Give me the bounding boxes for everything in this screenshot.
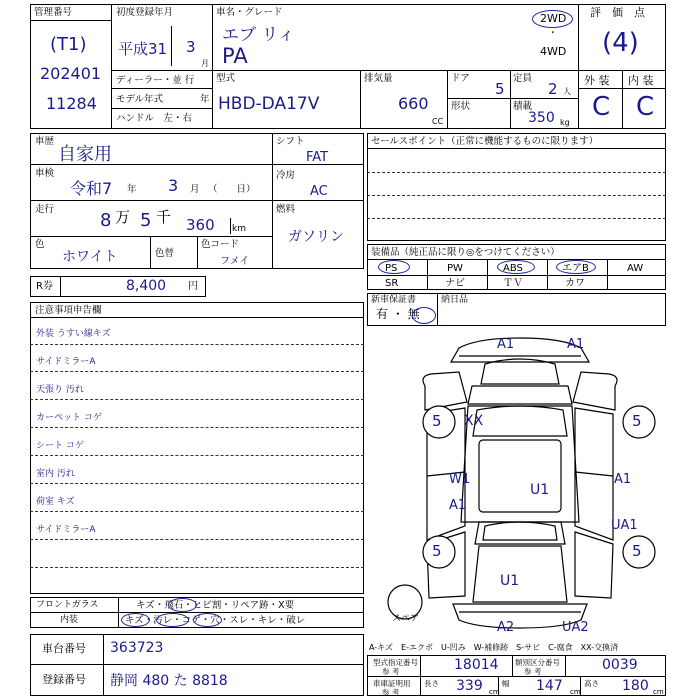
model-label: 型式: [216, 73, 236, 84]
drive-4wd: 4WD: [540, 45, 567, 58]
eval-label: 評 価 点: [590, 6, 645, 19]
month-unit: 月: [190, 184, 200, 195]
type-spec: 18014: [454, 657, 499, 673]
recycle: 8,400: [126, 278, 167, 294]
mark-5-front-right: 5: [632, 412, 642, 430]
door-label: ドア: [451, 73, 470, 84]
kanri-label: 管理番号: [34, 7, 73, 18]
note-item: 室内 汚れ: [36, 469, 75, 479]
circle-airbag: [556, 260, 596, 274]
yen-unit: 円: [188, 281, 198, 292]
chassis: 363723: [110, 640, 164, 656]
mark-5-rear-left: 5: [432, 542, 442, 560]
recycle-label: R券: [36, 281, 53, 292]
color-change-label: 色替: [155, 248, 175, 259]
ref-label-2: 参 考: [524, 667, 542, 676]
displacement-label: 排気量: [364, 73, 393, 84]
fuel: ガソリン: [288, 229, 344, 245]
displacement: 660: [398, 94, 429, 113]
kanri-num2: 11284: [46, 94, 97, 113]
length: 339: [456, 678, 483, 694]
circle-none: [412, 307, 436, 324]
kanri-code: (T1): [50, 34, 87, 55]
doors: 5: [495, 80, 505, 98]
cm-unit-3: cm: [653, 688, 664, 696]
exterior-grade: C: [592, 92, 611, 122]
circle-burn: [193, 613, 222, 627]
interior-label: 内 装: [628, 74, 654, 87]
width: 147: [536, 678, 563, 694]
load: 350: [528, 110, 555, 126]
plate: 静岡 480 た 8818: [110, 673, 228, 689]
warranty-options: 有 ・ 無: [376, 307, 420, 321]
mileage-sen: 5: [140, 210, 152, 231]
man-unit: 万: [115, 208, 131, 226]
circle-ps: [378, 260, 410, 274]
height: 180: [622, 678, 649, 694]
interior-cond-label: 内装: [60, 615, 79, 625]
reg-era: 平成31: [118, 40, 168, 58]
interior-grade: C: [636, 92, 655, 122]
day-unit: （ 日）: [208, 184, 256, 195]
front-glass-label: フロントガラス: [36, 600, 99, 610]
equip-airbag: エアB: [562, 263, 589, 274]
plate-label: 登録番号: [42, 673, 86, 686]
sen-unit: 千: [156, 208, 172, 226]
fuel-label: 燃料: [276, 204, 296, 215]
mark-5-rear-right: 5: [632, 542, 642, 560]
dealer-label: ディーラー・並 行: [116, 75, 195, 86]
note-item: シート コゲ: [36, 441, 84, 451]
kanri-num1: 202401: [40, 64, 102, 83]
shape-label: 形状: [451, 101, 471, 112]
mark-w1: W1: [449, 472, 471, 487]
mark-u1-center: U1: [530, 482, 550, 498]
circle-abs: [497, 260, 535, 274]
mark-a2: A2: [497, 620, 515, 635]
load-label: 積載: [513, 101, 533, 112]
aircon-label: 冷房: [276, 170, 296, 181]
equip-navi: ナビ: [445, 278, 465, 289]
capacity: 2: [548, 80, 558, 98]
mileage-rest: 360: [186, 216, 215, 234]
sales-points-frame: [367, 133, 666, 241]
mark-xx: XX: [464, 413, 484, 429]
note-item: サイドミラーA: [36, 525, 96, 535]
equipment-label: 装備品（純正品に限り◎をつけてください）: [371, 247, 560, 258]
color-code: フメイ: [220, 256, 250, 267]
drive-2wd: 2WD: [540, 12, 567, 25]
circle-chip: [168, 598, 197, 612]
mark-a1-front-right: A1: [567, 337, 585, 352]
mark-a1-right: A1: [614, 472, 632, 487]
mark-u1-rear: U1: [500, 573, 520, 589]
equip-pw: PW: [447, 263, 463, 274]
shift: FAT: [306, 150, 329, 165]
aircon: AC: [310, 184, 328, 199]
width-label: 幅: [502, 679, 510, 688]
sales-points-label: セールスポイント（正常に機能するものに限ります）: [371, 136, 599, 147]
color-code-label: 色コード: [201, 239, 240, 250]
drive-dot: ・: [548, 28, 558, 39]
mileage-label: 走行: [35, 204, 55, 215]
color-label: 色: [35, 239, 45, 250]
chassis-label: 車台番号: [42, 642, 86, 655]
capacity-unit: 人: [563, 87, 571, 96]
warranty-label: 新車保証書: [371, 295, 417, 305]
history: 自家用: [58, 144, 112, 165]
model-code: HBD-DA17V: [218, 94, 320, 114]
mark-5-front-left: 5: [432, 412, 442, 430]
equip-ps: PS: [385, 263, 398, 274]
cm-unit-1: cm: [489, 688, 500, 696]
ref-label-1: 参 考: [382, 667, 400, 676]
type-spec-label: 型式指定番号: [373, 658, 418, 667]
category: 0039: [602, 657, 638, 673]
reg-month: 3: [186, 38, 196, 56]
drive-2wd-circle: [532, 10, 573, 28]
car-name-label: 車名・グレード: [216, 7, 283, 18]
mark-ua2: UA2: [562, 620, 589, 635]
length-label: 長さ: [424, 679, 439, 688]
note-item: 天張り 汚れ: [36, 385, 84, 395]
year-unit: 年: [127, 184, 137, 195]
cert-label: 車庫証明用: [373, 679, 411, 688]
equip-sr: SR: [385, 278, 399, 289]
history-label: 車歴: [35, 136, 55, 147]
inspection-era: 令和7: [70, 179, 113, 198]
reg-month-unit: 月: [201, 59, 209, 68]
recycle-box: [30, 276, 206, 297]
handle-label: ハンドル 左・右: [116, 113, 193, 124]
mark-a1-left: A1: [449, 498, 467, 513]
note-item: カーペット コゲ: [36, 413, 102, 423]
mark-ua1: UA1: [611, 518, 638, 533]
damage-legend: A-キズ E-エクボ U-凹み W-補修跡 S-サビ C-腐食 XX-交換済: [369, 643, 619, 652]
category-label: 類別区分番号: [515, 658, 560, 667]
equip-abs: ABS: [503, 263, 523, 274]
interior-cond-items: キズ・汚レ・コゲ・穴・スレ・キレ・破レ: [125, 615, 306, 626]
spare-label: スペア: [392, 614, 420, 624]
mark-a1-front-left: A1: [497, 337, 515, 352]
reg-label: 初度登録年月: [116, 7, 174, 18]
circle-dirt: [156, 613, 189, 627]
kg-unit: kg: [560, 118, 570, 127]
equip-aw: AW: [627, 263, 644, 274]
inspection-label: 車検: [35, 168, 55, 179]
height-label: 高さ: [584, 679, 599, 688]
equip-tv: ＴＶ: [503, 278, 523, 289]
circle-scratch: [121, 613, 150, 627]
exterior-label: 外 装: [584, 74, 610, 87]
cm-unit-2: cm: [570, 688, 581, 696]
note-item: サイドミラーA: [36, 357, 96, 367]
note-item: 荷室 キズ: [36, 497, 75, 507]
model-year-unit: 年: [200, 94, 210, 105]
notes-label: 注意事項申告欄: [35, 305, 102, 316]
capacity-label: 定員: [513, 73, 533, 84]
color: ホワイト: [62, 249, 118, 265]
car-name: エブ リィ: [222, 25, 295, 45]
model-year-label: モデル年式: [116, 94, 164, 105]
cc-unit: CC: [432, 117, 444, 126]
grade: PA: [222, 44, 248, 68]
km-unit: km: [232, 224, 246, 234]
eval-score: (4): [602, 28, 639, 58]
note-item: 外装 うすい線キズ: [36, 329, 111, 339]
equip-leather: カワ: [565, 278, 585, 289]
mileage-man: 8: [100, 210, 112, 231]
ref-label-3: 参 考: [382, 688, 400, 697]
inspection-month: 3: [168, 176, 179, 195]
front-glass-items: キズ・飛石・ヒビ割・リペア跡・X要: [136, 600, 295, 611]
shift-label: シフト: [276, 136, 305, 147]
delivery-label: 納日品: [441, 295, 469, 305]
